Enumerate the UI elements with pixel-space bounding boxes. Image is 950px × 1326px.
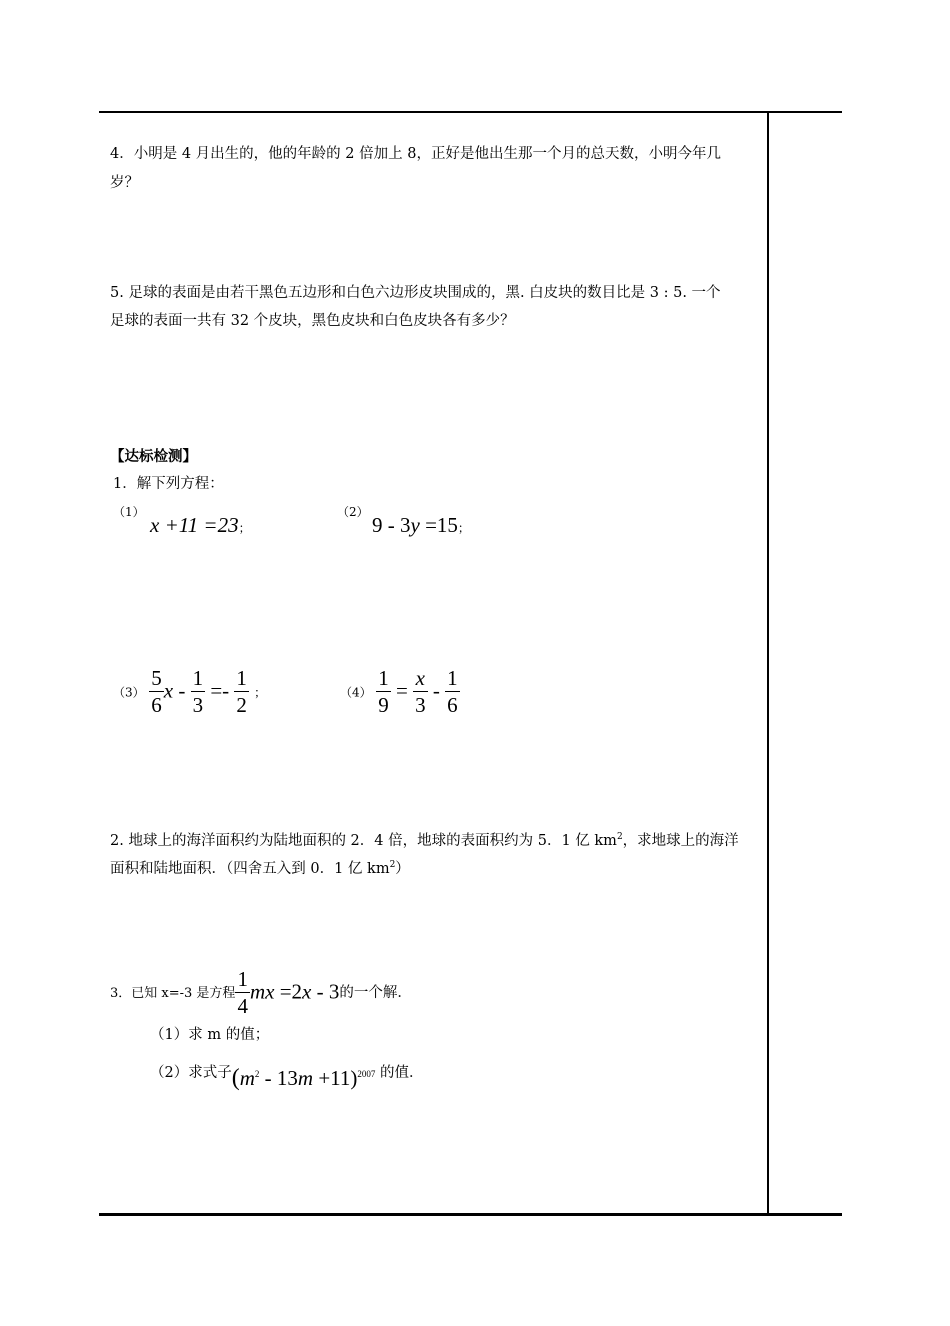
test3-sub1: （1）求 m 的值； <box>150 1027 270 1043</box>
expr-m2: m <box>297 1066 314 1090</box>
test1-p3 <box>113 665 266 718</box>
p1-equation <box>150 515 251 536</box>
test3-eq-end: - 3 <box>311 980 340 1004</box>
p3-frac1 <box>149 665 164 718</box>
test1-prompt: 1．解下列方程： <box>113 476 224 492</box>
p1-label: （1） <box>113 505 145 519</box>
p3-frac1-den: 6 <box>151 693 162 717</box>
p3-end: ； <box>254 685 267 700</box>
test2-line2-b: ） <box>395 860 410 877</box>
p4-frac2-den: 3 <box>415 693 426 717</box>
p4-frac2-num: x <box>413 665 428 692</box>
p2-equation <box>372 515 470 536</box>
p4-label: （4） <box>340 685 372 700</box>
p2-end: ； <box>457 521 470 535</box>
test3-intro: 3．已知 x=-3 是方程 <box>110 985 236 1001</box>
p3-equation <box>149 666 254 717</box>
test3-outro: 的一个解． <box>339 985 412 1002</box>
q5-line1: 5. 足球的表面是由若干黑色五边形和白色六边形皮块围成的，黑. 白皮块的数目比是 3 : 5. 一个 <box>110 285 721 301</box>
test3-mx: mx <box>249 980 275 1004</box>
test3-x: x <box>302 980 312 1004</box>
p3-var: x <box>163 679 174 703</box>
p4-frac1 <box>376 665 391 718</box>
p4-frac3-den: 6 <box>447 693 458 717</box>
test2-line2-sup: 2 <box>389 860 396 870</box>
p3-frac3-den: 2 <box>236 693 247 717</box>
p2-eq-a: 9 - 3 <box>372 513 411 537</box>
expr-exp: 2007 <box>357 1069 376 1079</box>
test2-line1 <box>110 833 739 848</box>
q5-line2: 足球的表面一共有 32 个皮块，黑色皮块和白色皮块各有多少？ <box>110 313 515 329</box>
test2-line2 <box>110 861 410 876</box>
p2-label: （2） <box>337 505 369 519</box>
test3-sub2 <box>150 1058 424 1091</box>
p2-eq-b: =15 <box>419 513 458 537</box>
test3-eq: =2 <box>274 980 303 1004</box>
test2-line2-a: 面积和陆地面积．（四舍五入到 0．1 亿 km <box>110 860 390 877</box>
test3-equation <box>235 967 340 1018</box>
p4-frac3 <box>445 665 460 718</box>
margin-rule <box>767 111 769 1214</box>
p4-frac3-num: 1 <box>447 666 458 690</box>
p2-eq-var: y <box>410 513 420 537</box>
q4-line1: 4．小明是 4 月出生的，他的年龄的 2 倍加上 8，正好是他出生那一个月的总天数，小明今年几 <box>110 146 721 162</box>
section-title: 【达标检测】 <box>110 448 197 465</box>
test3-frac-num: 1 <box>237 967 248 991</box>
test3-line1 <box>110 966 412 1019</box>
test3-sub2-label: （2）求式子 <box>150 1065 232 1081</box>
test3-frac <box>235 966 250 1019</box>
test2-line1-sup: 2 <box>616 832 623 842</box>
p3-frac2-den: 3 <box>192 693 204 717</box>
test3-frac-den: 4 <box>237 994 248 1018</box>
p4-equation <box>376 666 459 717</box>
test1-p2-label <box>337 505 369 520</box>
expr-mid: - 13 <box>259 1066 298 1090</box>
p3-eqminus: =- <box>205 679 235 703</box>
p3-frac1-num: 5 <box>151 666 162 690</box>
test3-sub2-expr <box>232 1066 376 1090</box>
p3-frac3 <box>234 665 249 718</box>
p3-frac3-num: 1 <box>236 666 247 690</box>
p3-frac2 <box>191 665 206 718</box>
p3-frac2-num: 1 <box>192 666 204 690</box>
q4-line2: 岁？ <box>110 175 139 191</box>
p4-minus: - <box>427 679 446 703</box>
p4-eq: = <box>390 679 414 703</box>
p3-label: （3） <box>113 685 145 700</box>
expr-m: m <box>239 1066 255 1090</box>
p4-frac1-num: 1 <box>378 666 389 690</box>
test2-line1-b: ，求地球上的海洋 <box>622 832 739 849</box>
bottom-rule <box>99 1213 842 1216</box>
expr-sq: 2 <box>254 1069 260 1079</box>
p1-eq-text: x +11 =23 <box>150 513 239 537</box>
p4-frac1-den: 9 <box>378 693 389 717</box>
test1-p1 <box>113 505 145 520</box>
expr-tail: +11) <box>313 1066 358 1090</box>
test1-p4 <box>340 665 460 718</box>
p1-end: ； <box>238 521 251 535</box>
test2-line1-a: 2. 地球上的海洋面积约为陆地面积的 2．4 倍，地球的表面积约为 5．1 亿 km <box>110 832 617 849</box>
test3-sub2-end: 的值． <box>375 1065 424 1081</box>
p3-minus: - <box>173 679 191 703</box>
expr-open: ( <box>231 1065 240 1091</box>
p4-frac2 <box>413 665 428 718</box>
top-rule <box>99 111 842 113</box>
